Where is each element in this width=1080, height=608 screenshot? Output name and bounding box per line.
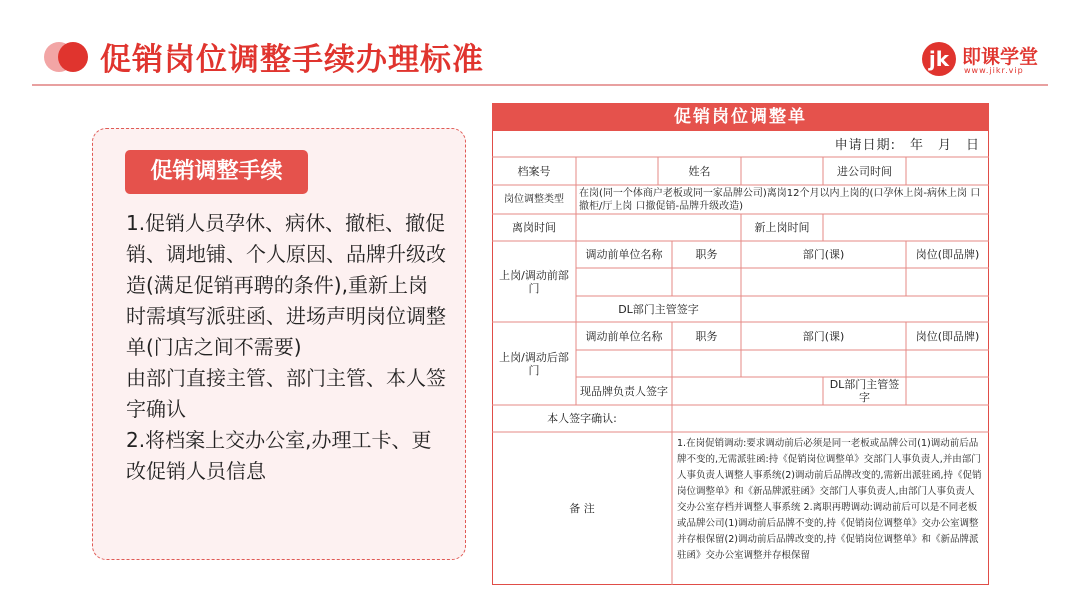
page-title: 促销岗位调整手续办理标准 (100, 42, 484, 78)
adjust-type-label: 岗位调整类型 (504, 194, 564, 205)
remark-text: 1.在岗促销调动:要求调动前后必须是同一老板或品牌公司(1)调动前后品牌不变的,无需派驻函:持《促销岗位调整单》交部门人事负责人,并由部门人事负责人调整人事系统(2)调动前后品牌改变的,需新出派驻函,持《促销岗位调整单》和《新品牌派驻函》交部门人事负责人,由部门人事负责人交办公室存档并调整人事系统 2.离职再聘调动:调动前后可以是不同老板或品牌公司(1)调动前后品牌不变的,持《促销岗位调整单》交办公室调整并存根保留(2)调动前后品牌改变的,持《促销岗位调整单》和《新品牌派驻函》交办公室调整并存根保留 (677, 438, 982, 561)
form-title: 促销岗位调整单 (492, 103, 989, 131)
position-label-after: 职务 (695, 329, 718, 343)
logo-icon: jk (922, 42, 956, 76)
procedure-paragraph-1: 1.促销人员孕休、病休、撤柜、撤促销、调地铺、个人原因、品牌升级改造(满足促销再聘的条件),重新上岗时需填写派驻函、进场声明岗位调整单(门店之间不需要) (126, 211, 446, 359)
procedure-paragraph-3: 2.将档案上交办公室,办理工卡、更改促销人员信息 (126, 428, 432, 483)
department-label-before: 部门(课) (802, 248, 845, 261)
brand-sign-label: 现品牌负责人签字 (580, 384, 668, 398)
procedure-paragraph-2: 由部门直接主管、部门主管、本人签字确认 (126, 366, 446, 421)
unit-before-label: 调动前单位名称 (585, 248, 663, 261)
procedure-tag: 促销调整手续 (125, 150, 308, 194)
logo-url: www.jikr.vip (964, 66, 1024, 75)
unit-after-label: 调动前单位名称 (585, 329, 663, 343)
adjust-type-value: 在岗(同一个体商户老板或同一家品牌公司)离岗12个月以内上岗的(口孕休上岗-病休上岗 口撤柜/厅上岗 口撤促销-品牌升级改造) (579, 187, 981, 212)
self-sign-label: 本人签字确认: (547, 412, 617, 425)
dl-sign-label: DL部门主管签字 (618, 302, 699, 316)
entry-time-label: 进公司时间 (837, 164, 892, 178)
post-label-before: 岗位(即品牌) (915, 248, 980, 261)
before-section-label: 上岗/调动前部门 (499, 268, 569, 295)
after-section-label: 上岗/调动后部门 (499, 350, 569, 377)
dl-sign-label-2: DL部门主管签字 (829, 378, 900, 404)
form-date-line: 申请日期: 年 月 日 (834, 138, 980, 153)
remark-label: 备 注 (569, 502, 595, 515)
leave-time-label: 离岗时间 (512, 221, 556, 234)
department-label-after: 部门(课) (802, 329, 845, 343)
position-label-before: 职务 (695, 248, 718, 261)
logo-name: 即课学堂 (962, 46, 1039, 68)
post-label-after: 岗位(即品牌) (915, 329, 980, 343)
archive-no-label: 档案号 (517, 164, 551, 178)
name-label: 姓名 (688, 164, 711, 178)
new-post-time-label: 新上岗时间 (754, 221, 810, 234)
